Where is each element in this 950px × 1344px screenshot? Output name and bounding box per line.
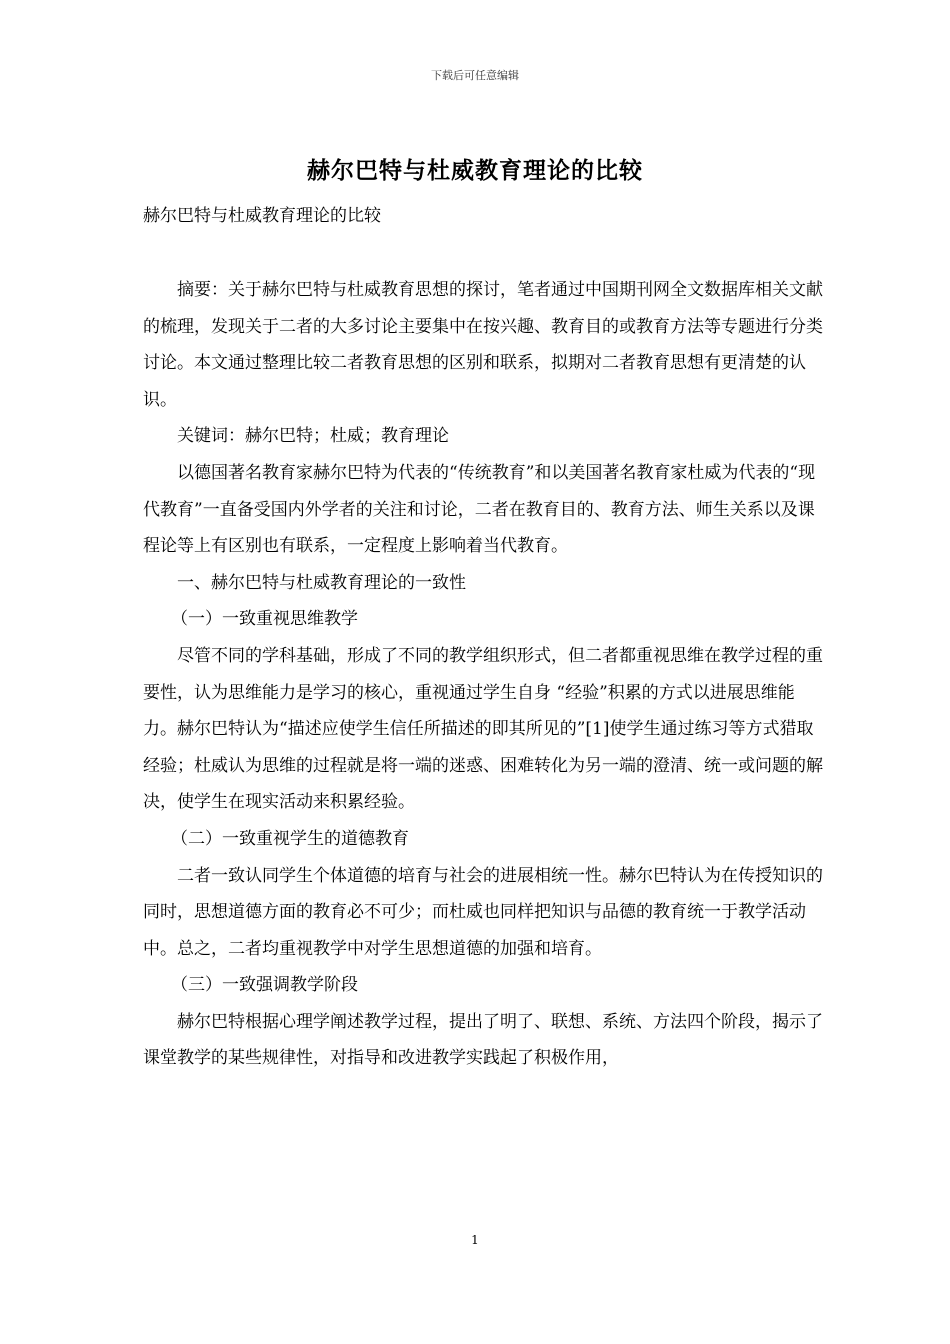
document-subtitle: 赫尔巴特与杜威教育理论的比较	[143, 206, 381, 226]
body-paragraph: 二者一致认同学生个体道德的培育与社会的进展相统一性。赫尔巴特认为在传授知识的同时，思想道德方面的教育必不可少；而杜威也同样把知识与品德的教育统一于教学活动中。总之，二者均重视教学中对学生思想道德的加强和培育。	[143, 865, 823, 959]
page-number: 1	[471, 1233, 479, 1247]
document-body	[143, 272, 823, 1077]
abstract-paragraph: 摘要：关于赫尔巴特与杜威教育思想的探讨，笔者通过中国期刊网全文数据库相关文献的梳理，发现关于二者的大多讨论主要集中在按兴趣、教育目的或教育方法等专题进行分类讨论。本文通过整理比较二者教育思想的区别和联系，拟期对二者教育思想有更清楚的认识。	[143, 280, 823, 410]
section-heading: 一、赫尔巴特与杜威教育理论的一致性	[177, 572, 466, 593]
intro-paragraph: 以德国著名教育家赫尔巴特为代表的“传统教育”和以美国著名教育家杜威为代表的“现代教育”一直备受国内外学者的关注和讨论，二者在教育目的、教育方法、师生关系以及课程论等上有区别也有联系，一定程度上影响着当代教育。	[143, 462, 816, 557]
body-paragraph: 赫尔巴特根据心理学阐述教学过程，提出了明了、联想、系统、方法四个阶段，揭示了课堂教学的某些规律性，对指导和改进教学实践起了积极作用，	[143, 1011, 823, 1069]
subsection-heading: （三）一致强调教学阶段	[171, 975, 359, 996]
subsection-heading: （二）一致重视学生的道德教育	[171, 828, 410, 849]
subsection-heading: （一）一致重视思维教学	[171, 609, 359, 630]
document-title: 赫尔巴特与杜威教育理论的比较	[307, 157, 643, 184]
keywords-paragraph: 关键词：赫尔巴特；杜威；教育理论	[177, 426, 449, 447]
header-note: 下载后可任意编辑	[431, 69, 519, 82]
body-paragraph: 尽管不同的学科基础，形成了不同的教学组织形式，但二者都重视思维在教学过程的重要性，认为思维能力是学习的核心，重视通过学生自身 “经验”积累的方式以进展思维能力。赫尔巴特认为“描述应使学生信任所描述的即其所见的”[1]使学生通过练习等方式猎取经验；杜威认为思维的过程就是将一端的迷惑、困难转化为另一端的澄清、统一或问题的解决，使学生在现实活动来积累经验。	[143, 645, 823, 813]
